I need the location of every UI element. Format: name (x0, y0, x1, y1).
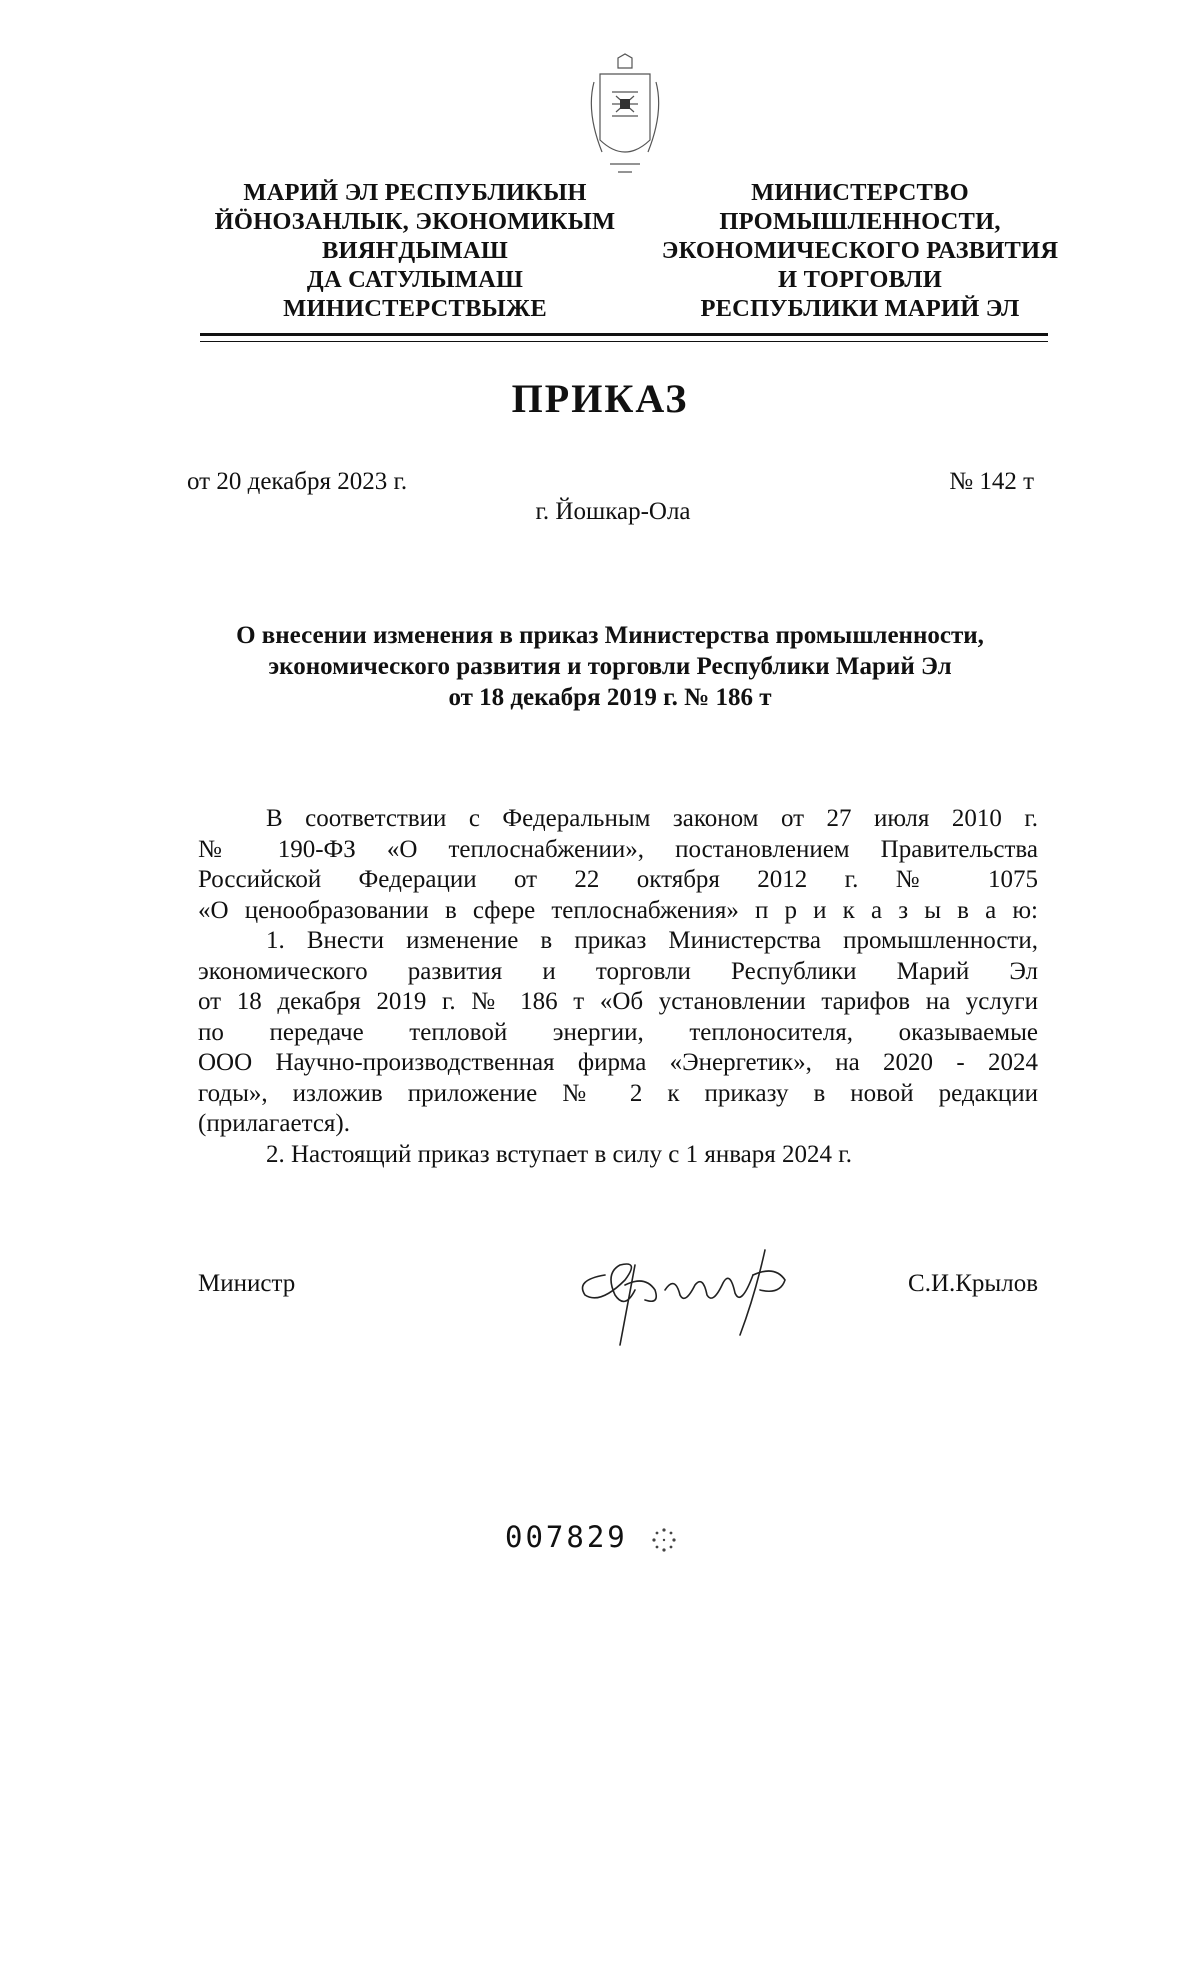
document-subject (180, 620, 1040, 713)
header-divider-thick (200, 333, 1048, 336)
document-number: № 142 т (949, 468, 1034, 495)
header-right-line: И ТОРГОВЛИ (778, 266, 942, 293)
subject-line: от 18 декабря 2019 г. № 186 т (448, 684, 772, 711)
body-line: Российской Федерации от 22 октября 2012 г. № 1075 (198, 866, 1038, 893)
header-right-line: РЕСПУБЛИКИ МАРИЙ ЭЛ (700, 295, 1020, 322)
document-serial-number: 007829 (505, 1520, 628, 1554)
handwritten-signature (565, 1235, 810, 1355)
document-date: от 20 декабря 2023 г. (187, 468, 408, 495)
document-city: г. Йошкар-Ола (535, 498, 691, 525)
body-line: экономического развития и торговли Республики Марий Эл (198, 957, 1038, 985)
header-divider-thin (200, 341, 1048, 342)
header-right-line: МИНИСТЕРСТВО (751, 179, 969, 206)
header-right-line: ПРОМЫШЛЕННОСТИ, (719, 208, 1001, 235)
body-line: (прилагается). (198, 1110, 351, 1137)
signatory-name: С.И.Крылов (908, 1270, 1038, 1297)
subject-line: О внесении изменения в приказ Министерства промышленности, (236, 622, 984, 649)
header-right-russian (640, 178, 1080, 323)
coat-of-arms-emblem (580, 52, 670, 182)
header-left-line: ДА САТУЛЫМАШ (306, 266, 524, 293)
body-line: № 190-ФЗ «О теплоснабжении», постановлением Правительства (198, 835, 1038, 863)
body-line: ООО Научно-производственная фирма «Энергетик», на 2020 - 2024 (198, 1049, 1038, 1076)
body-line: годы», изложив приложение № 2 к приказу в новой редакции (198, 1079, 1038, 1107)
header-left-line: МИНИСТЕРСТВЫЖЕ (283, 295, 547, 322)
body-line: от 18 декабря 2019 г. № 186 т «Об установлении тарифов на услуги (198, 988, 1038, 1015)
body-line: «О ценообразовании в сфере теплоснабжения» п р и к а з ы в а ю: (198, 896, 1038, 924)
security-mark-icon (650, 1526, 678, 1554)
header-right-line: ЭКОНОМИЧЕСКОГО РАЗВИТИЯ (661, 237, 1059, 264)
document-title: ПРИКАЗ (511, 376, 689, 421)
header-left-marijskij (200, 178, 630, 323)
signatory-title: Министр (198, 1270, 296, 1297)
header-left-line: ЙӦНОЗАНЛЫК, ЭКОНОМИКЫМ (214, 208, 616, 235)
body-line: 1. Внести изменение в приказ Министерства промышленности, (266, 927, 1038, 954)
header-left-line: МАРИЙ ЭЛ РЕСПУБЛИКЫН (243, 179, 587, 206)
subject-line: экономического развития и торговли Республики Марий Эл (268, 653, 952, 680)
header-left-line: ВИЯҤДЫМАШ (321, 237, 509, 264)
document-body (198, 804, 1038, 1170)
body-line: 2. Настоящий приказ вступает в силу с 1 января 2024 г. (266, 1140, 852, 1168)
body-line: В соответствии с Федеральным законом от 27 июля 2010 г. (266, 805, 1038, 832)
body-line: по передаче тепловой энергии, теплоносителя, оказываемые (198, 1018, 1038, 1046)
